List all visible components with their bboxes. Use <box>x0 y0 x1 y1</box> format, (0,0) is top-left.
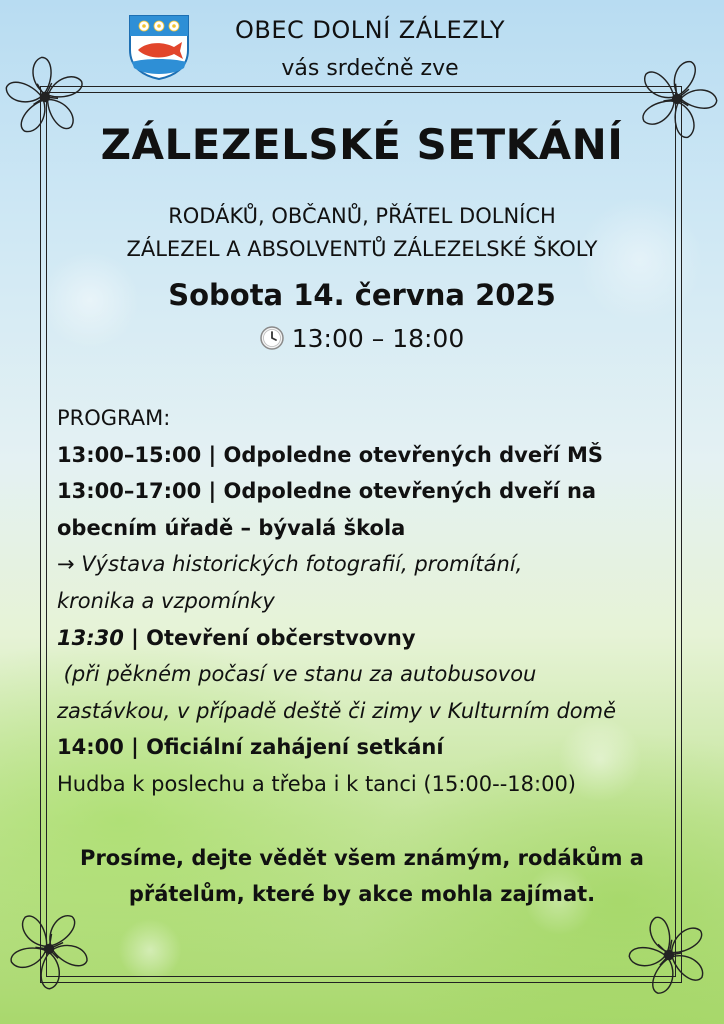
event-time: 13:00 – 18:00 <box>291 324 465 353</box>
subtitle-line-2: ZÁLEZEL A ABSOLVENTŮ ZÁLEZELSKÉ ŠKOLY <box>126 237 598 261</box>
program-section <box>57 400 677 803</box>
program-item-4: 14:00 | Oficiální zahájení setkání <box>57 735 444 760</box>
arrow-icon: → <box>57 552 75 577</box>
program-item-3-time: 13:30 <box>57 625 124 650</box>
program-item-2-line-2: obecním úřadě – bývalá škola <box>57 515 406 540</box>
flower-icon-bottom-right <box>624 910 714 1000</box>
clock-icon <box>260 326 284 350</box>
program-item-3-title: | Otevření občerstvovny <box>131 625 416 650</box>
closing-line-1: Prosíme, dejte vědět všem známým, rodákům a <box>80 846 644 870</box>
program-item-4-description: Hudba k poslechu a třeba i k tanci (15:00--18:00) <box>57 771 576 796</box>
event-subtitle <box>0 200 724 266</box>
program-item-3-description-line-2: zastávkou, v případě deště či zimy v Kulturním domě <box>57 698 617 723</box>
closing-message <box>0 840 724 912</box>
closing-line-2: přátelům, které by akce mohla zajímat. <box>128 882 596 906</box>
program-item-1: 13:00–15:00 | Odpoledne otevřených dveří MŠ <box>57 442 603 467</box>
event-time-row <box>0 324 724 353</box>
municipality-name: OBEC DOLNÍ ZÁLEZLY <box>235 16 505 44</box>
program-heading: PROGRAM: <box>57 406 171 430</box>
program-item-2-description-text: Výstava historických fotografií, promítání, <box>81 552 523 577</box>
program-item-2-description-line-2: kronika a vzpomínky <box>57 588 275 613</box>
event-date: Sobota 14. června 2025 <box>168 278 556 312</box>
invitation-text: vás srdečně zve <box>281 56 459 81</box>
event-title: ZÁLEZELSKÉ SETKÁNÍ <box>100 120 624 169</box>
flower-icon-bottom-left <box>4 904 94 994</box>
subtitle-line-1: RODÁKŮ, OBČANŮ, PŘÁTEL DOLNÍCH <box>168 204 556 228</box>
program-item-2-line-1: 13:00–17:00 | Odpoledne otevřených dveří na <box>57 479 597 504</box>
program-item-3-description-line-1: (při pěkném počasí ve stanu za autobusovou <box>57 662 537 687</box>
program-item-3 <box>57 620 677 657</box>
program-item-2-description-line-1 <box>57 546 677 583</box>
